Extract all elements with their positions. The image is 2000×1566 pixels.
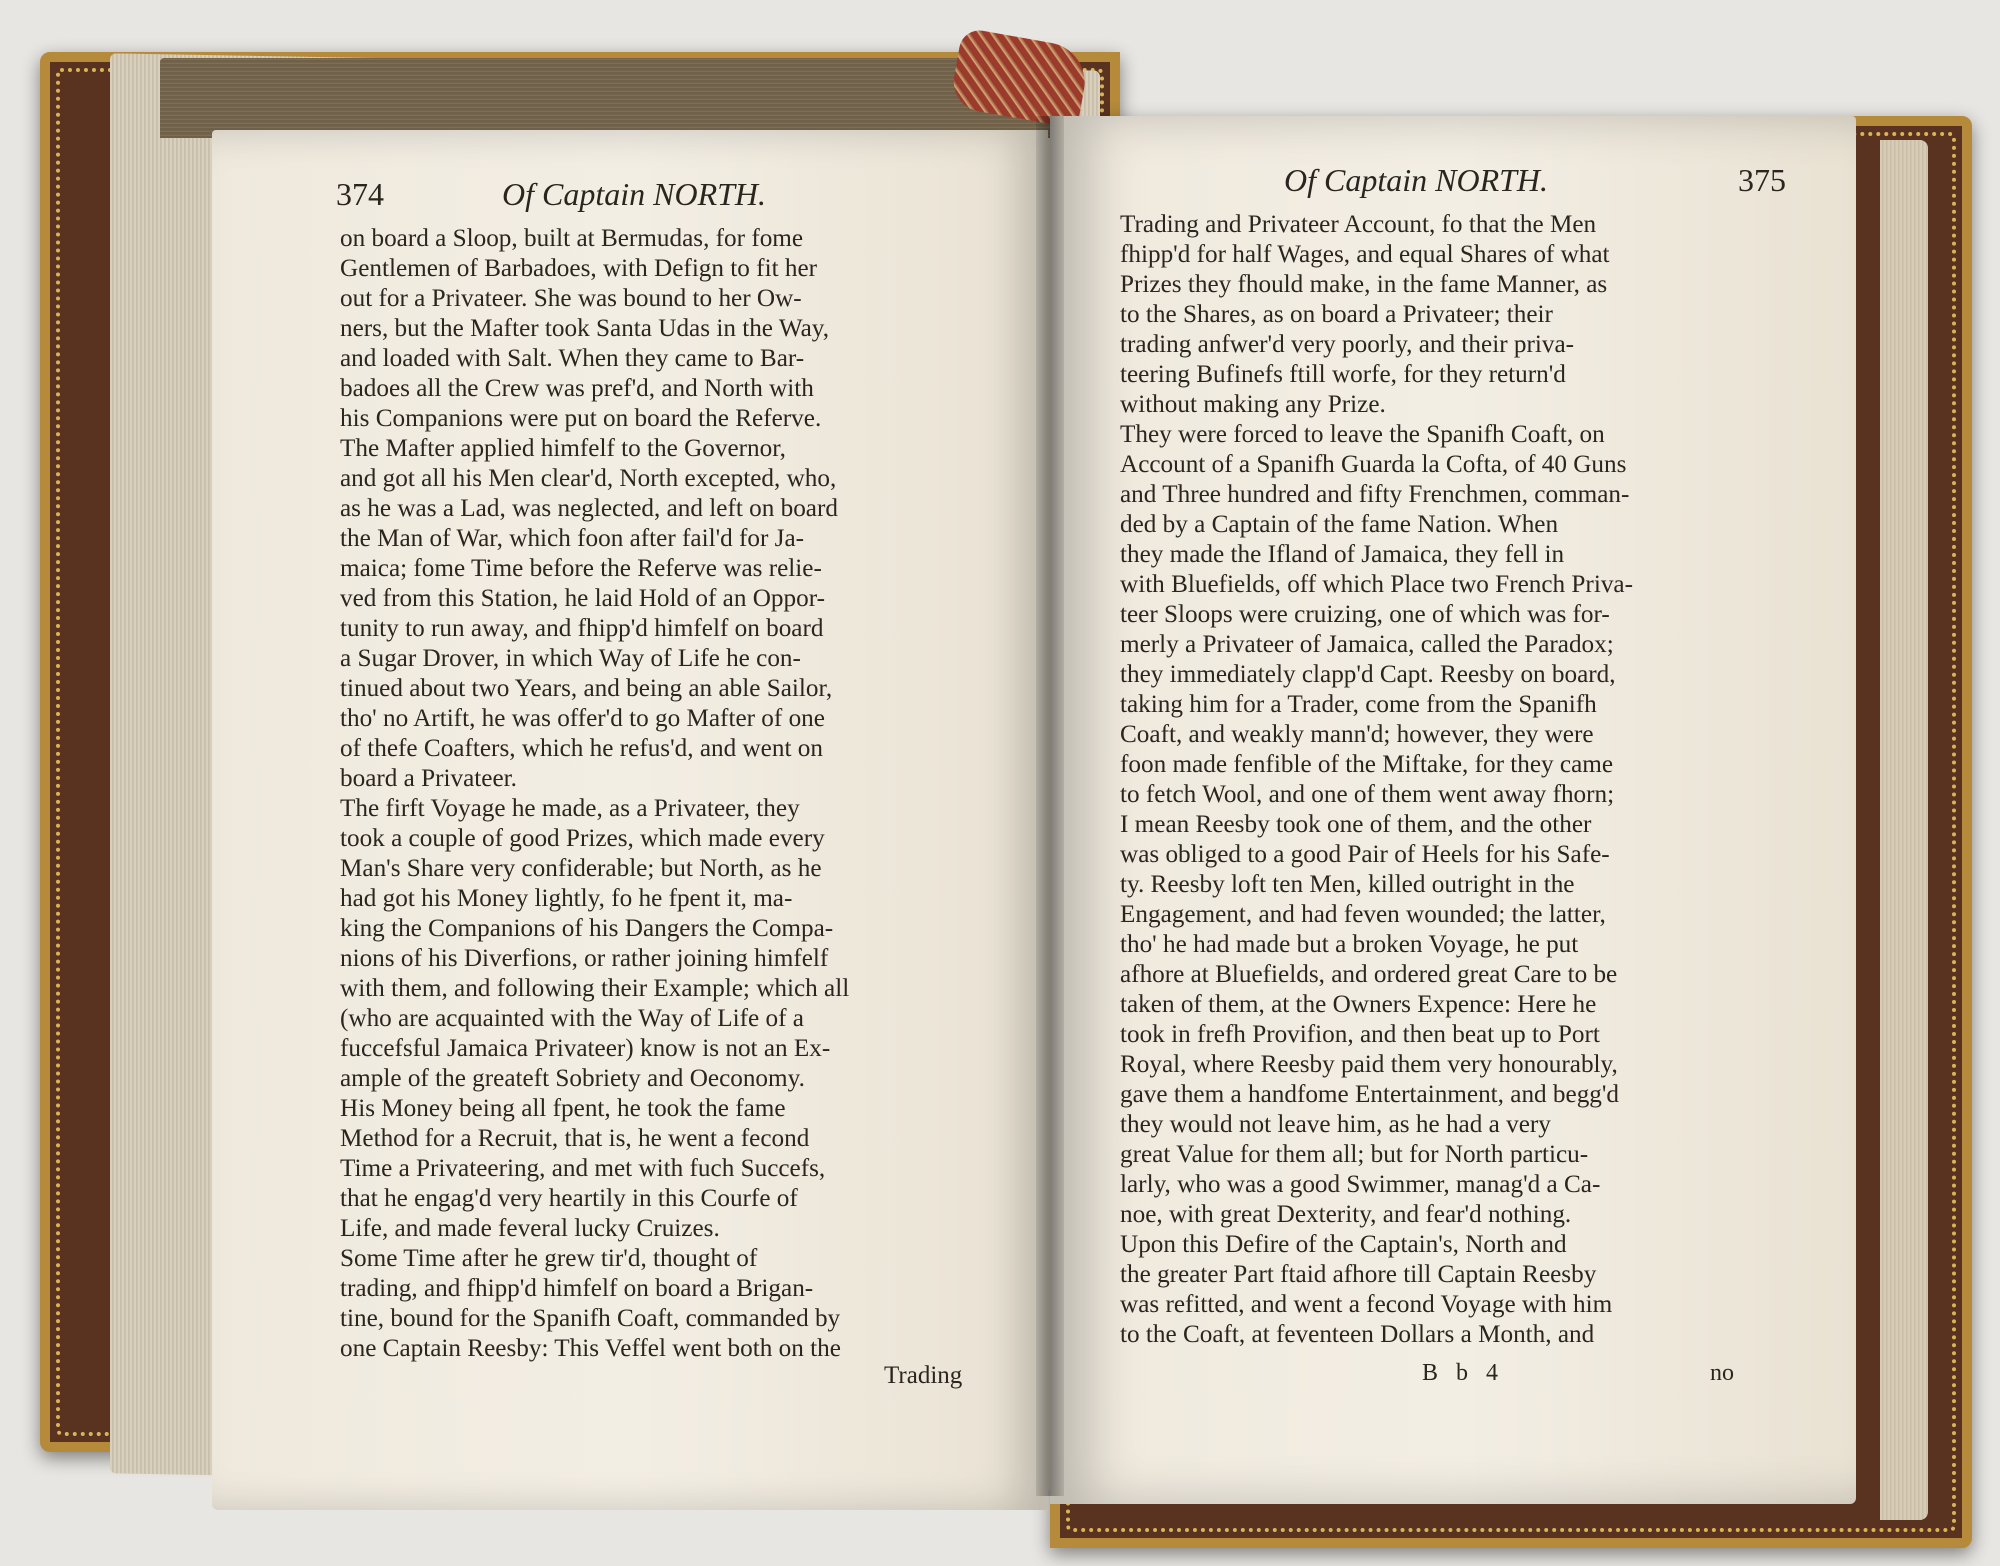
text-line: afhore at Bluefields, and ordered great Care to be xyxy=(1120,961,1618,988)
text-line: on board a Sloop, built at Bermudas, for fome xyxy=(340,225,804,252)
text-line: trading, and fhipp'd himfelf on board a Brigan- xyxy=(340,1275,814,1302)
text-line: merly a Privateer of Jamaica, called the Paradox; xyxy=(1120,631,1614,658)
text-line: tho' he had made but a broken Voyage, he put xyxy=(1120,931,1579,958)
running-head-title: Of Captain NORTH. xyxy=(502,176,767,212)
text-line: to fetch Wool, and one of them went away fhorn; xyxy=(1120,781,1615,808)
text-line: tunity to run away, and fhipp'd himfelf on board xyxy=(340,615,824,642)
text-line: larly, who was a good Swimmer, manag'd a Ca- xyxy=(1120,1171,1601,1198)
text-line: (who are acquainted with the Way of Life of a xyxy=(340,1005,804,1032)
text-line: and got all his Men clear'd, North excepted, who, xyxy=(340,465,837,492)
page-number: 374 xyxy=(336,176,384,212)
text-line: Gentlemen of Barbadoes, with Defign to fit her xyxy=(340,255,818,282)
text-line: ved from this Station, he laid Hold of an Oppor- xyxy=(340,585,825,612)
text-line: I mean Reesby took one of them, and the other xyxy=(1120,811,1592,838)
text-line: without making any Prize. xyxy=(1120,391,1386,418)
text-line: gave them a handfome Entertainment, and begg'd xyxy=(1120,1081,1620,1108)
text-line: with Bluefields, off which Place two French Priva- xyxy=(1120,571,1633,598)
text-line: to the Coaft, at feventeen Dollars a Month, and xyxy=(1120,1321,1595,1348)
text-line: board a Privateer. xyxy=(340,765,517,792)
text-line: tinued about two Years, and being an able Sailor, xyxy=(340,675,833,702)
text-line: Some Time after he grew tir'd, thought of xyxy=(340,1245,758,1272)
text-line: with them, and following their Example; which all xyxy=(340,975,850,1002)
gutter-shadow xyxy=(1036,116,1064,1496)
text-line: fuccefsful Jamaica Privateer) know is not an Ex- xyxy=(340,1035,831,1062)
text-line: king the Companions of his Dangers the Compa- xyxy=(340,915,834,942)
text-line: as he was a Lad, was neglected, and left on board xyxy=(340,495,838,522)
running-head-title: Of Captain NORTH. xyxy=(1284,162,1549,198)
text-line: out for a Privateer. She was bound to her Ow- xyxy=(340,285,802,312)
text-line: a Sugar Drover, in which Way of Life he con- xyxy=(340,645,801,672)
text-line: tho' no Artift, he was offer'd to go Mafter of one xyxy=(340,705,825,732)
text-line: They were forced to leave the Spanifh Coaft, on xyxy=(1120,421,1605,448)
signature-mark: B b 4 xyxy=(1422,1360,1505,1386)
text-line: they would not leave him, as he had a very xyxy=(1120,1111,1551,1138)
text-line: Engagement, and had feven wounded; the latter, xyxy=(1120,901,1606,928)
text-line: maica; fome Time before the Referve was relie- xyxy=(340,555,822,582)
left-page xyxy=(212,130,1048,1510)
text-line: Man's Share very confiderable; but North, as he xyxy=(340,855,822,882)
text-line: and Three hundred and fifty Frenchmen, comman- xyxy=(1120,481,1630,508)
text-line: Royal, where Reesby paid them very honourably, xyxy=(1120,1051,1618,1078)
text-line: His Money being all fpent, he took the fame xyxy=(340,1095,786,1122)
text-line: Prizes they fhould make, in the fame Manner, as xyxy=(1120,271,1608,298)
text-line: tine, bound for the Spanifh Coaft, commanded by xyxy=(340,1305,841,1332)
text-line: one Captain Reesby: This Veffel went both on the xyxy=(340,1335,841,1362)
text-line: teering Bufinefs ftill worfe, for they return'd xyxy=(1120,361,1566,388)
text-line: ded by a Captain of the fame Nation. When xyxy=(1120,511,1559,538)
text-line: of thefe Coafters, which he refus'd, and went on xyxy=(340,735,823,762)
text-line: ty. Reesby loft ten Men, killed outright in the xyxy=(1120,871,1575,898)
text-line: they immediately clapp'd Capt. Reesby on board, xyxy=(1120,661,1616,688)
text-line: and loaded with Salt. When they came to Bar- xyxy=(340,345,805,372)
text-line: they made the Ifland of Jamaica, they fell in xyxy=(1120,541,1565,568)
text-line: ners, but the Mafter took Santa Udas in the Way, xyxy=(340,315,830,342)
text-line: taking him for a Trader, come from the Spanifh xyxy=(1120,691,1597,718)
catchword: Trading xyxy=(884,1362,963,1389)
text-line: Account of a Spanifh Guarda la Cofta, of 40 Guns xyxy=(1120,451,1627,478)
text-line: his Companions were put on board the Referve. xyxy=(340,405,822,432)
text-line: the Man of War, which foon after fail'd for Ja- xyxy=(340,525,805,552)
text-line: was obliged to a good Pair of Heels for his Safe- xyxy=(1120,841,1610,868)
text-line: that he engag'd very heartily in this Courfe of xyxy=(340,1185,798,1212)
text-line: had got his Money lightly, fo he fpent it, ma- xyxy=(340,885,793,912)
text-line: fhipp'd for half Wages, and equal Shares of what xyxy=(1120,241,1610,268)
right-page-edges xyxy=(1880,140,1928,1520)
page-number: 375 xyxy=(1738,162,1786,198)
text-line: great Value for them all; but for North particu- xyxy=(1120,1141,1589,1168)
text-line: teer Sloops were cruizing, one of which was for- xyxy=(1120,601,1610,628)
text-line: the greater Part ftaid afhore till Captain Reesby xyxy=(1120,1261,1597,1288)
text-line: Coaft, and weakly mann'd; however, they were xyxy=(1120,721,1594,748)
page-body-text xyxy=(1120,210,1800,1350)
catchword: no xyxy=(1710,1360,1734,1386)
text-line: took in frefh Provifion, and then beat up to Port xyxy=(1120,1021,1600,1048)
text-line: The firft Voyage he made, as a Privateer, they xyxy=(340,795,800,822)
text-line: was refitted, and went a fecond Voyage with him xyxy=(1120,1291,1613,1318)
text-line: ample of the greateft Sobriety and Oeconomy. xyxy=(340,1065,805,1092)
text-line: The Mafter applied himfelf to the Governor, xyxy=(340,435,786,462)
text-line: Method for a Recruit, that is, he went a fecond xyxy=(340,1125,810,1152)
text-line: noe, with great Dexterity, and fear'd nothing. xyxy=(1120,1201,1572,1228)
text-line: badoes all the Crew was pref'd, and North with xyxy=(340,375,814,402)
text-line: to the Shares, as on board a Privateer; their xyxy=(1120,301,1553,328)
page-body-text xyxy=(340,224,990,1364)
text-line: took a couple of good Prizes, which made every xyxy=(340,825,825,852)
text-line: taken of them, at the Owners Expence: Here he xyxy=(1120,991,1597,1018)
text-line: Time a Privateering, and met with fuch Succefs, xyxy=(340,1155,826,1182)
top-page-edges xyxy=(160,58,1060,138)
text-line: foon made fenfible of the Miftake, for they came xyxy=(1120,751,1614,778)
text-line: trading anfwer'd very poorly, and their priva- xyxy=(1120,331,1575,358)
text-line: Upon this Defire of the Captain's, North and xyxy=(1120,1231,1567,1258)
right-page xyxy=(1050,116,1856,1504)
text-line: nions of his Diverfions, or rather joining himfelf xyxy=(340,945,829,972)
text-line: Life, and made feveral lucky Cruizes. xyxy=(340,1215,720,1242)
text-line: Trading and Privateer Account, fo that the Men xyxy=(1120,211,1597,238)
